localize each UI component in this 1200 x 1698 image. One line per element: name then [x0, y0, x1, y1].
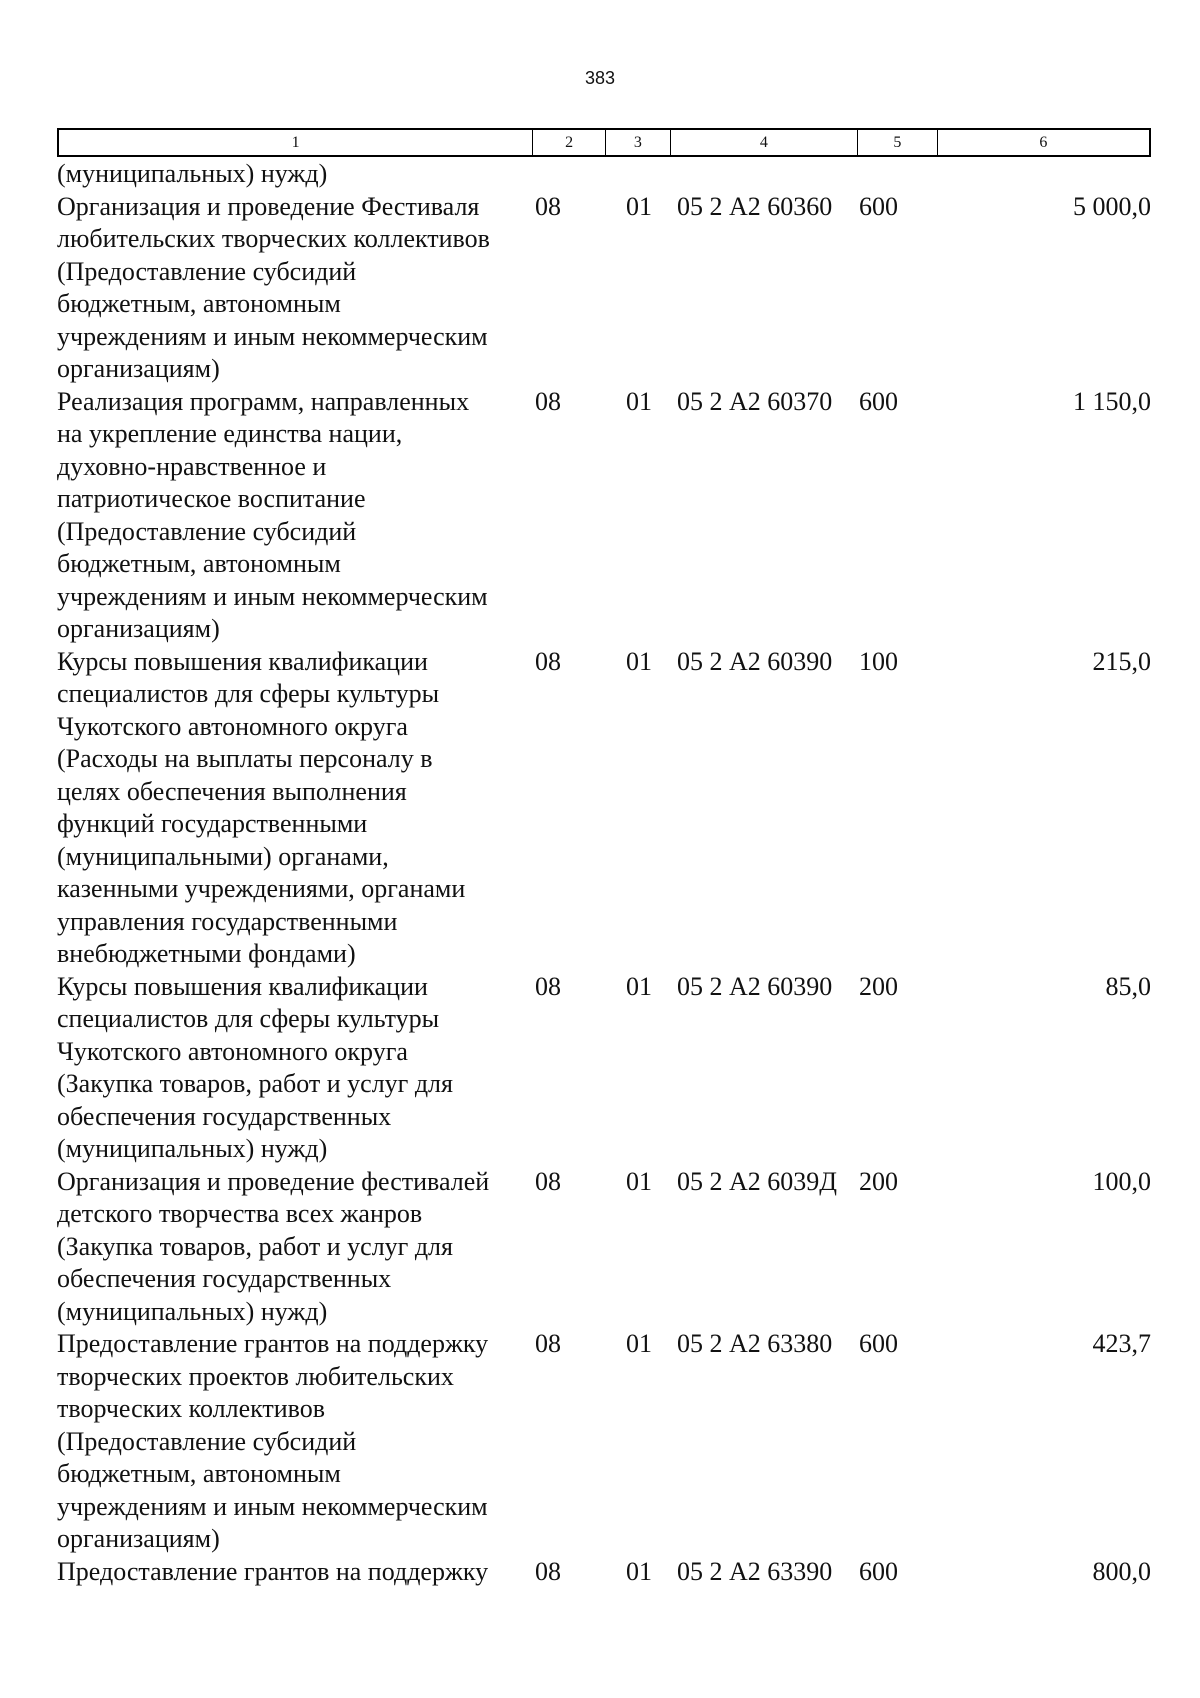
table-body	[57, 158, 1151, 1588]
row-section: 08	[535, 191, 561, 221]
row-section: 08	[535, 1556, 561, 1586]
row-amount: 85,0	[1105, 971, 1151, 1001]
table-row	[57, 386, 1151, 646]
row-target-article: 05 2 А2 63390	[677, 1556, 833, 1586]
row-amount: 100,0	[1092, 1166, 1151, 1196]
row-target-article: 05 2 А2 60390	[677, 971, 833, 1001]
table-row	[57, 191, 1151, 386]
page-number: 383	[584, 68, 616, 88]
row-description: Курсы повышения квалификации специалистов для сферы культуры Чукотского автономного округа (Закупка товаров, работ и услуг для обеспечения государственных (муниципальных) нужд)	[57, 971, 453, 1163]
row-section: 08	[535, 646, 561, 676]
row-expense-type: 600	[859, 386, 898, 416]
row-expense-type: 600	[859, 191, 898, 221]
row-subsection: 01	[626, 386, 652, 416]
row-target-article: 05 2 А2 60390	[677, 646, 833, 676]
row-description: Организация и проведение фестивалей детского творчества всех жанров (Закупка товаров, работ и услуг для обеспечения государственных (муниципальных) нужд)	[57, 1166, 490, 1326]
row-subsection: 01	[626, 1329, 652, 1358]
table-row	[57, 971, 1151, 1166]
header-col-6: 6	[1039, 133, 1048, 151]
header-col-1: 1	[59, 130, 533, 155]
row-description: Реализация программ, направленных на укрепление единства нации, духовно-нравственное и патриотическое воспитание (Предоставление субсидий бюджетным, автономным учреждениям и иным некоммерческим организациям)	[57, 386, 488, 643]
row-section: 08	[535, 1329, 561, 1358]
continuation-text: (муниципальных) нужд)	[57, 159, 328, 188]
row-subsection: 01	[626, 191, 652, 221]
header-col-4: 4	[671, 130, 858, 155]
row-section: 08	[535, 386, 561, 416]
row-expense-type: 600	[859, 1556, 898, 1586]
continuation-row	[57, 158, 1151, 191]
row-target-article: 05 2 А2 6039Д	[677, 1166, 838, 1196]
row-description: Предоставление грантов на поддержку	[57, 1556, 489, 1586]
table-row	[57, 646, 1151, 971]
row-description: Организация и проведение Фестиваля любительских творческих коллективов (Предоставление субсидий бюджетным, автономным учреждениям и иным некоммерческим организациям)	[57, 191, 490, 383]
row-section: 08	[535, 1166, 561, 1196]
row-expense-type: 200	[859, 971, 898, 1001]
row-target-article: 05 2 А2 63380	[677, 1329, 833, 1358]
row-expense-type: 100	[859, 646, 898, 676]
row-description: Курсы повышения квалификации специалистов для сферы культуры Чукотского автономного округа (Расходы на выплаты персоналу в целях обеспечения выполнения функций государственными (муниципальными) органами, казенными учреждениями, органами управления государственными внебюджетными фондами)	[57, 646, 466, 968]
row-subsection: 01	[626, 1166, 652, 1196]
table-row	[57, 1328, 1151, 1556]
row-amount: 5 000,0	[1073, 191, 1151, 221]
row-subsection: 01	[626, 646, 652, 676]
header-col-3: 3	[606, 130, 671, 155]
header-col-2: 2	[533, 130, 606, 155]
row-target-article: 05 2 А2 60360	[677, 191, 833, 221]
table-row	[57, 1166, 1151, 1329]
row-amount: 215,0	[1092, 646, 1151, 676]
row-target-article: 05 2 А2 60370	[677, 386, 833, 416]
row-description: Предоставление грантов на поддержку творческих проектов любительских творческих коллективов (Предоставление субсидий бюджетным, автономным учреждениям и иным некоммерческим организациям)	[57, 1329, 489, 1553]
row-amount: 800,0	[1092, 1556, 1151, 1586]
row-subsection: 01	[626, 1556, 652, 1586]
row-section: 08	[535, 971, 561, 1001]
row-expense-type: 200	[859, 1166, 898, 1196]
table-header	[57, 128, 1151, 157]
row-subsection: 01	[626, 971, 652, 1001]
row-amount: 423,7	[1092, 1329, 1151, 1358]
row-expense-type: 600	[859, 1329, 898, 1358]
header-col-5: 5	[858, 130, 938, 155]
row-amount: 1 150,0	[1073, 386, 1151, 416]
table-row	[57, 1556, 1151, 1589]
